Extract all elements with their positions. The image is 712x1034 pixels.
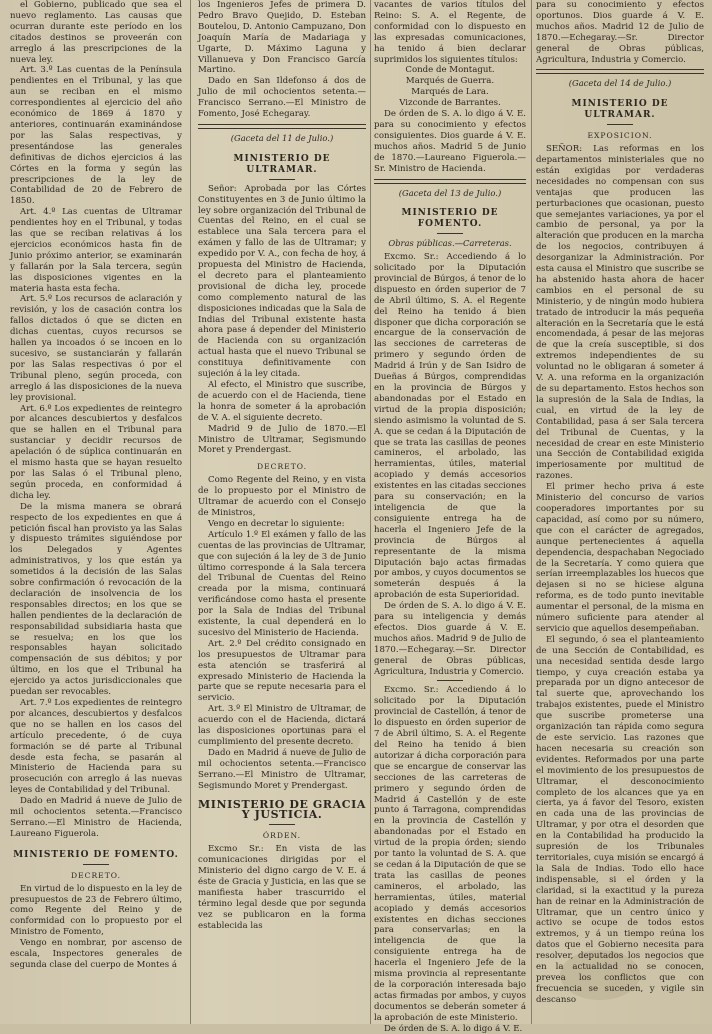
separator [437,233,463,234]
paragraph: Vengo en decretar lo siguiente: [208,518,345,529]
signature: Dado en Madrid á nueve de Julio de mil ochocientos setenta.—Francisco Serrano.—El Ministro de Hacienda, Laureano Figuerola. [10,796,182,839]
col1-top-articles [10,0,182,840]
title-item: Vizconde de Barrantes. [399,98,501,109]
paragraph: Art. 6.º Los expedientes de reintegro por alcances descubiertos y desfalcos que se hallen en el Tribunal para sustanciar y decidir recursos de apelación ó de súplica continuarán en el mismo hasta que se hayan resuelto por las Salas ó el Tribunal pleno, según proceda, en conformidad á dicha ley. [10,403,182,501]
paragraph: Señor: Aprobada por las Córtes Constituyentes en 3 de Junio último la ley sobre organización del Tribunal de Cuentas del Reino, en el cual se establece una Sala tercera para el exámen y fallo de las de Ultramar; y expedido por V. A., con fecha de hoy, á propuesta del Ministro de Hacienda, el decreto para el planteamiento provisional de dicha ley, procede como complemento natural de las disposiciones indicadas que la Sala de Indias del Tribunal existente hasta ahora pase á depender del Ministerio de Hacienda con su organización actual hasta que el nuevo Tribunal se constituya definitivamente con sujeción á la ley citada. [198,183,366,380]
paragraph: Excmo Sr.: En vista de las comunicaciones dirigidas por el Ministerio del digno cargo de V. E. á éste de Gracia y Justicia, en las que se manifiesta haber trascurrido el término legal desde que por segunda vez se publicaron en la forma establecida las [198,844,366,931]
separator [437,680,463,681]
order-heading: ÓRDEN. [262,831,302,841]
paragraph: De órden de S. A. lo digo á V. E. para su conocimiento y efectos consiguientes. Dios guarde á V. E. muchos años. Madrid 5 de Junio de 1870.—Laureano Figuerola.—Sr. Ministro de Hacienda. [374,109,526,174]
section-heading: MINISTERIO DE FOMENTO. [401,208,499,230]
column-1 [10,0,182,1024]
column-rule [370,0,371,1024]
decree-heading: DECRETO. [257,462,307,472]
paragraph: El segundo, ó sea el planteamiento de una Sección de Contabilidad, es una necesidad sentida desde largo tiempo, y cuya creación estaba ya preparada por un digno antecesor de tal suerte que, aprovechando los trabajos existentes, puede el Ministro que suscribe prometerse una organización tan rápida como segura de este servicio. Las razones que hacen necesaria su creación son evidentes. Reformados por una parte el movimiento de los presupuestos de Ultramar, el desconocimiento completo de los alcances que ya en cierta, ya á favor del Tesoro, existen en cada una de las provincias de Ultramar, y por otra el desorden que en la Contabilidad ha producido la supresión de los Tribunales territoriales, cuya misión se encargó á la Sala de Indias. Todo ello hace indispensable, si el órden y la claridad, si la exactitud y la pureza han de reinar en la Administración de Ultramar, que un centro único y activo se ocupe de todos estos extremos, y á un tiempo reúna los datos que el Gobierno necesita para resolver, deputados los negocios que en la actualidad no se conocen, prevea los conflictos que con frecuencia se suceden, y vigile sin descanso [536,634,704,1005]
separator [269,824,295,825]
column-3 [374,0,526,1034]
paragraph: Art. 4.º Las cuentas de Ultramar pendientes hoy en el Tribunal, y todas las que se reciban relativas á los ejercicios económicos hasta fin de Junio próximo anterior, se examinarán y fallarán por la Sala tercera, según las disposiciones vigentes en la materia hasta esta fecha. [10,207,182,294]
separator [83,864,109,865]
paragraph: De órden de S. A. lo digo á V. E. [384,1023,523,1034]
double-rule [198,124,366,129]
exposition-heading: EXPOSICION. [587,131,653,141]
signature: Dado en Madrid á nueve de Julio de mil ochocientos setenta.—Francisco Serrano.—El Ministro de Ultramar, Segismundo Moret y Prendergast. [198,747,366,791]
paragraph: El primer hecho priva á este Ministerio del concurso de varios cooperadores importantes por su capacidad, así como por su número, que con el carácter de agregados, aunque pertenecientes á aquella dependencia, despachaban Negociado de la Secretaría. Y como quiera que serían irreemplazables los huecos que dejasen si no se hiciese alguna reforma, es de todo punto inevitable aumentar el personal, de la misma en número suficiente para atender al servicio que aquellos desempeñaban. [536,482,704,634]
paragraph: el Gobierno, publicado que sea el nuevo reglamento. Las causas que ocurran durante este período en los citados destinos se proveerán con arreglo á las prescripciones de la nueva ley. [10,0,182,65]
section-subheading: Obras públicas.—Carreteras. [388,238,512,249]
paragraph: los Ingenieros Jefes de primera D. Pedro Bravo Quejido, D. Esteban Boutelou, D. Antonio Campuzano, Don Joaquín María de Madariaga y Ugarte, D. Máximo Laguna y Villanueva y Don Francisco García Martino. [198,0,366,76]
paragraph: Vengo en nombrar, por ascenso de escala, Inspectores generales de segunda clase del cuerpo de Montes á [10,938,182,970]
paragraph: SEÑOR: Las reformas en los departamentos ministeriales que no están exigidas por verdaderas necesidades no compensan con sus ventajas que producen las perturbaciones que ocasionan, puesto que semejantes variaciones, ya por el cambio de personal, ya por la alteración que producen en la marcha de los negocios, contribuyen á desorganizar la Administración. Por esta causa el Ministro que suscribe se ha abstenido hasta ahora de hacer cambios en el personal de su Ministerio, y de ningún modo hubiera tratado de introducir la más pequeña alteración en la Secretaría que le está encomendada, á pesar de las mejoras de que la creía susceptible, si dos extremos independientes de su voluntad no le obligaran á someter á V. A. una reforma en la organización de su departamento. Estos hechos son la supresión de la Sala de Indias, la cual, en virtud de la ley de Contabilidad, pasa á ser Sala tercera del Tribunal de Cuentas, y la necesidad de crear en este Ministerio una Sección de Contabilidad exigida imperiosamente por multitud de razones. [536,144,704,482]
section-heading: MINISTERIO DE ULTRAMAR. [571,99,669,121]
paragraph: En virtud de lo dispuesto en la ley de presupuestos de 23 de Febrero último, como Regente del Reino y de conformidad con lo propuesto por el Ministro de Fomento, [10,883,182,938]
double-rule [374,179,526,184]
paragraph: para su conocimiento y efectos oportunos. Dios guarde á V. E. muchos años. Madrid 12 de Julio de 1870.—Echegaray.—Sr. Director general de Obras públicas, Agricultura, Industria y Comercio. [536,0,704,65]
title-item: Conde de Montagut. [405,65,495,76]
separator [607,124,633,125]
paragraph: vacantes de varios títulos del Reino: S. A. el Regente, de conformidad con lo dispuesto en las expresadas comunicaciones, ha tenido á bien declarar suprimidos los siguientes títulos: [374,0,526,65]
gaceta-date: (Gaceta del 11 de Julio.) [230,132,334,143]
title-item: Marqués de Guerra. [405,76,495,87]
double-rule [536,69,704,74]
paragraph: De la misma manera se obrará respecto de los expedientes en que á petición fiscal han provisto ya las Salas y dispuesto trámites siguiéndose por los Delegados y Agentes administrativos, y los que están ya sometidos á la decisión de las Salas sobre confirmación ó revocación de la declaración de insolvencia de los responsables directos; en los que se hallen pendientes de la declaración de responsabilidad subsidiaria hasta que se resuelva; en los que los responsables hayan solicitado compensación de sus débitos; y por último, en los que el Tribunal ha ejercido ya actos jurisdiccionales que puedan ser revocables. [10,501,182,698]
section-heading: MINISTERIO DE FOMENTO. [13,849,179,860]
column-rule [531,0,532,1024]
decree-heading: DECRETO. [71,870,121,880]
gaceta-date: (Gaceta del 13 de Julio.) [398,187,502,198]
paragraph: Art. 5.º Los recursos de aclaración y revisión, y los de casación contra los fallos dictados ó que se dicten en dichas cuentas, cuyos recursos se hallen ya incoados ó se incoen en lo sucesivo, se sustanciarán y fallarán por las Salas respectivas ó por el Tribunal pleno, según proceda, con arreglo á las disposiciones de la nueva ley provisional. [10,294,182,403]
column-2 [198,0,366,1024]
paragraph: Como Regente del Reino, y en vista de lo propuesto por el Ministro de Ultramar de acuerdo con el Consejo de Ministros, [198,475,366,518]
separator [269,179,295,180]
paragraph: Art. 2.º Del crédito consignado en los presupuestos de Ultramar para esta atención se trasferirá al expresado Ministerio de Hacienda la parte que se repute necesaria para el servicio. [198,638,366,704]
paragraph: De órden de S. A. lo digo á V. E. para su inteligencia y demás efectos. Dios guarde á V. E. muchos años. Madrid 9 de Julio de 1870.—Echegaray.—Sr. Director general de Obras públicas, Agricultura, Industria y Comercio. [374,601,526,677]
paragraph: Al efecto, el Ministro que suscribe, de acuerdo con el de Hacienda, tiene la honra de someter á la aprobación de V. A. el siguiente decreto. [198,380,366,423]
paragraph: Art. 3.º El Ministro de Ultramar, de acuerdo con el de Hacienda, dictará las disposiciones oportunas para el cumplimiento del presente decreto. [198,704,366,747]
column-4 [536,0,704,1024]
section-heading: MINISTERIO DE ULTRAMAR. [233,153,331,175]
signature: Dado en San Ildefonso á dos de Julio de mil ochocientos setenta.—Francisco Serrano.—El Ministro de Fomento, José Echegaray. [198,76,366,120]
paragraph: Excmo. Sr.: Accediendo á lo solicitado por la Diputación provincial de Búrgos, á tenor de lo dispuesto en órden superior de 7 de Abril último, S. A. el Regente del Reino ha tenido á bien disponer que dicha corporación se encargue de la conservación de las secciones de carreteras de primero y segundo órden de Madrid á Irún y de San Isidro de Dueñas á Búrgos, comprendidas en la provincia de Búrgos y abandonadas por el Estado en virtud de la propia disposición; siendo asimismo la voluntad de S. A. que se cedan á la Diputación de que se trata las casillas de peones camineros, el arbolado, las herramientas, útiles, material acopiado y demás accesorios existentes en las citadas secciones para su conservación; en la inteligencia de que la consiguiente entrega ha de hacerla el Ingeniero Jefe de la provincia de Búrgos al representante de la misma Diputación bajo actas firmadas por ambos, y cuyos documentos se someterán después á la aprobación de esta Superioridad. [374,252,526,601]
title-item: Marqués de Lara. [411,87,489,98]
section-heading: MINISTERIO DE GRACIA Y JUSTICIA. [198,797,366,822]
gaceta-date: (Gaceta del 14 de Julio.) [568,78,672,89]
column-rule [190,0,191,1024]
paragraph: Excmo. Sr.: Accediendo á lo solicitado por la Diputación provincial de Castellón, á tenor de lo dispuesto en órden superior de 7 de Abril último, S. A. el Regente del Reino ha tenido á bien autorizar á dicha corporación para que se encargue de conservar las secciones de las carreteras de primero y segundo órden de Madrid á Castellón y de este punto á Tarragona, comprendidas en la provincia de Castellón y abandonadas por el Estado en virtud de la propia órden; siendo por tanto la voluntad de S. A. que se cedan á la Diputación de que se trata las casillas de peones camineros, el arbolado, las herramientas, útiles, material acopiado y demás accesorios existentes en dichas secciones para conservarlas; en la inteligencia de que la consiguiente entrega ha de hacerla el Ingeniero Jefe de la misma provincia al representante de la corporación interesada bajo actas firmadas por ambos, y cuyos documentos se deberán someter á la aprobación de este Ministerio. [374,685,526,1023]
paragraph: Artículo 1.º El exámen y fallo de las cuentas de las provincias de Ultramar, que con sujeción á la ley de 3 de Junio último corresponde á la Sala tercera del Tribunal de Cuentas del Reino creada por la misma, continuará verificándose como hasta el presente por la Sala de Indias del Tribunal existente, la cual dependerá en lo sucesivo del Ministerio de Hacienda. [198,529,366,638]
paragraph: Art. 3.º Las cuentas de la Península pendientes en el Tribunal, y las que aun se reciban en el mismo correspondientes al ejercicio del año económico de 1869 á 1870 y anteriores, continuarán examinándose por las Salas respectivas, y presentándose las generales definitivas de dichos ejercicios á las Córtes en la forma y según las prescripciones de la ley de Contabilidad de 20 de Febrero de 1850. [10,65,182,207]
signature: Madrid 9 de Julio de 1870.—El Ministro de Ultramar, Segismundo Moret y Prendergast. [198,423,366,456]
paragraph: Art. 7.º Los expedientes de reintegro por alcances, descubiertos y desfalcos que no se hallen en los casos del artículo precedente, ó de cuya formación se dé parte al Tribunal desde esta fecha, se pasarán al Ministerio de Hacienda para su prosecución con arreglo á las nuevas leyes de Contabilidad y del Tribunal. [10,698,182,796]
